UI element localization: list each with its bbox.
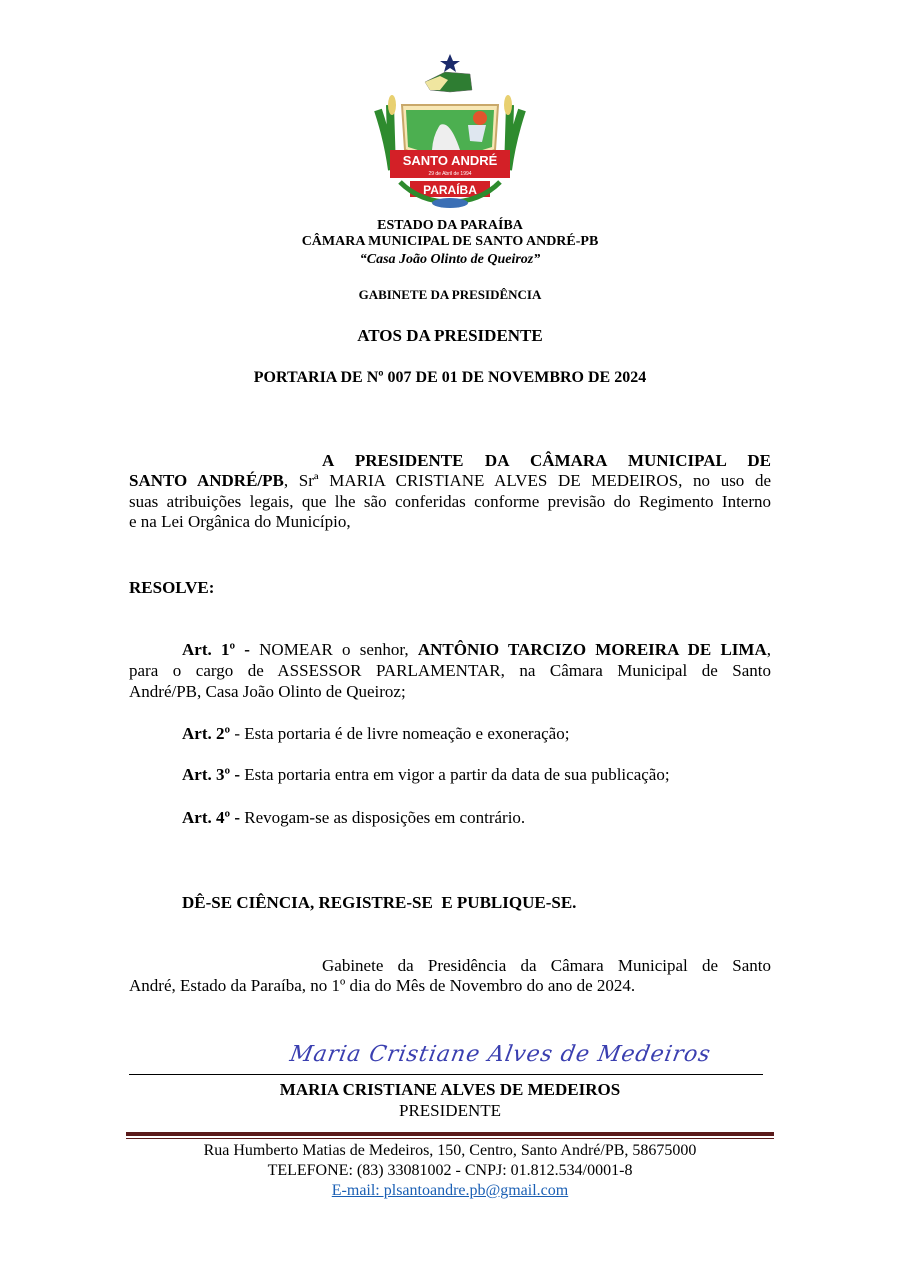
signer-name: MARIA CRISTIANE ALVES DE MEDEIROS bbox=[279, 1080, 621, 1099]
footer-divider-thin bbox=[126, 1138, 774, 1139]
closing-statement: DÊ-SE CIÊNCIA, REGISTRE-SE E PUBLIQUE-SE. bbox=[182, 893, 577, 912]
article-text: Revogam-se as disposições em contrário. bbox=[240, 808, 526, 827]
footer-email-row bbox=[0, 1182, 900, 1200]
article-4 bbox=[182, 808, 525, 828]
handwritten-signature: Maria Cristiane Alves de Medeiros bbox=[287, 1042, 713, 1067]
ordinance-title: PORTARIA DE Nº 007 DE 01 DE NOVEMBRO DE 2024 bbox=[253, 369, 647, 386]
municipal-coat-of-arms bbox=[370, 50, 530, 210]
article-text: Esta portaria entra em vigor a partir da data de sua publicação; bbox=[240, 765, 670, 784]
signature-line bbox=[129, 1074, 763, 1075]
acts-heading: ATOS DA PRESIDENTE bbox=[357, 326, 543, 345]
article-text: NOMEAR o senhor, bbox=[249, 640, 418, 659]
article-label: Art. 1º - bbox=[182, 640, 250, 659]
municipality-name: SANTO ANDRÉ/PB bbox=[129, 471, 284, 490]
appointee-name: ANTÔNIO TARCIZO MOREIRA DE LIMA bbox=[417, 640, 767, 659]
preamble-text: , Srª MARIA CRISTIANE ALVES DE MEDEIROS, no uso de bbox=[283, 471, 772, 490]
footer-phone: TELEFONE: (83) 33081002 - CNPJ: 01.812.534/0001-8 bbox=[267, 1162, 633, 1179]
article-2 bbox=[182, 724, 569, 744]
article-3 bbox=[182, 765, 670, 785]
footer-address: Rua Humberto Matias de Medeiros, 150, Centro, Santo André/PB, 58675000 bbox=[203, 1142, 697, 1159]
preamble-line-2 bbox=[129, 471, 771, 491]
state-heading: ESTADO DA PARAÍBA bbox=[377, 218, 523, 233]
logo-banner-bottom: PARAÍBA bbox=[423, 183, 477, 197]
place-date-line-2: André, Estado da Paraíba, no 1º dia do Mês de Novembro do ano de 2024. bbox=[129, 976, 636, 995]
article-text: , bbox=[766, 640, 771, 659]
article-1-line-1 bbox=[182, 640, 771, 660]
preamble-line-1: A PRESIDENTE DA CÂMARA MUNICIPAL DE bbox=[322, 451, 771, 470]
house-name: “Casa João Olinto de Queiroz” bbox=[359, 252, 541, 267]
article-1-line-3: André/PB, Casa João Olinto de Queiroz; bbox=[129, 682, 406, 701]
article-label: Art. 2º bbox=[182, 724, 231, 743]
footer-email-link[interactable]: E-mail: plsantoandre.pb@gmail.com bbox=[331, 1182, 569, 1199]
article-text: - Esta portaria é de livre nomeação e exoneração; bbox=[230, 724, 570, 743]
article-1-line-2: para o cargo de ASSESSOR PARLAMENTAR, na Câmara Municipal de Santo bbox=[129, 661, 771, 680]
signer-role: PRESIDENTE bbox=[399, 1101, 501, 1120]
article-label: Art. 3º - bbox=[182, 765, 241, 784]
place-date-line-1: Gabinete da Presidência da Câmara Municipal de Santo bbox=[322, 956, 771, 975]
resolve-heading: RESOLVE: bbox=[129, 578, 215, 597]
preamble-line-4: e na Lei Orgânica do Município, bbox=[129, 512, 351, 531]
preamble-line-3: suas atribuições legais, que lhe são conferidas conforme previsão do Regimento Interno bbox=[129, 492, 771, 511]
office-heading: GABINETE DA PRESIDÊNCIA bbox=[358, 287, 542, 302]
footer-divider bbox=[126, 1132, 774, 1136]
logo-banner-date: 29 de Abril de 1994 bbox=[428, 171, 472, 177]
article-label: Art. 4º - bbox=[182, 808, 241, 827]
logo-banner-top: SANTO ANDRÉ bbox=[402, 153, 498, 168]
chamber-heading: CÂMARA MUNICIPAL DE SANTO ANDRÉ-PB bbox=[301, 234, 599, 249]
